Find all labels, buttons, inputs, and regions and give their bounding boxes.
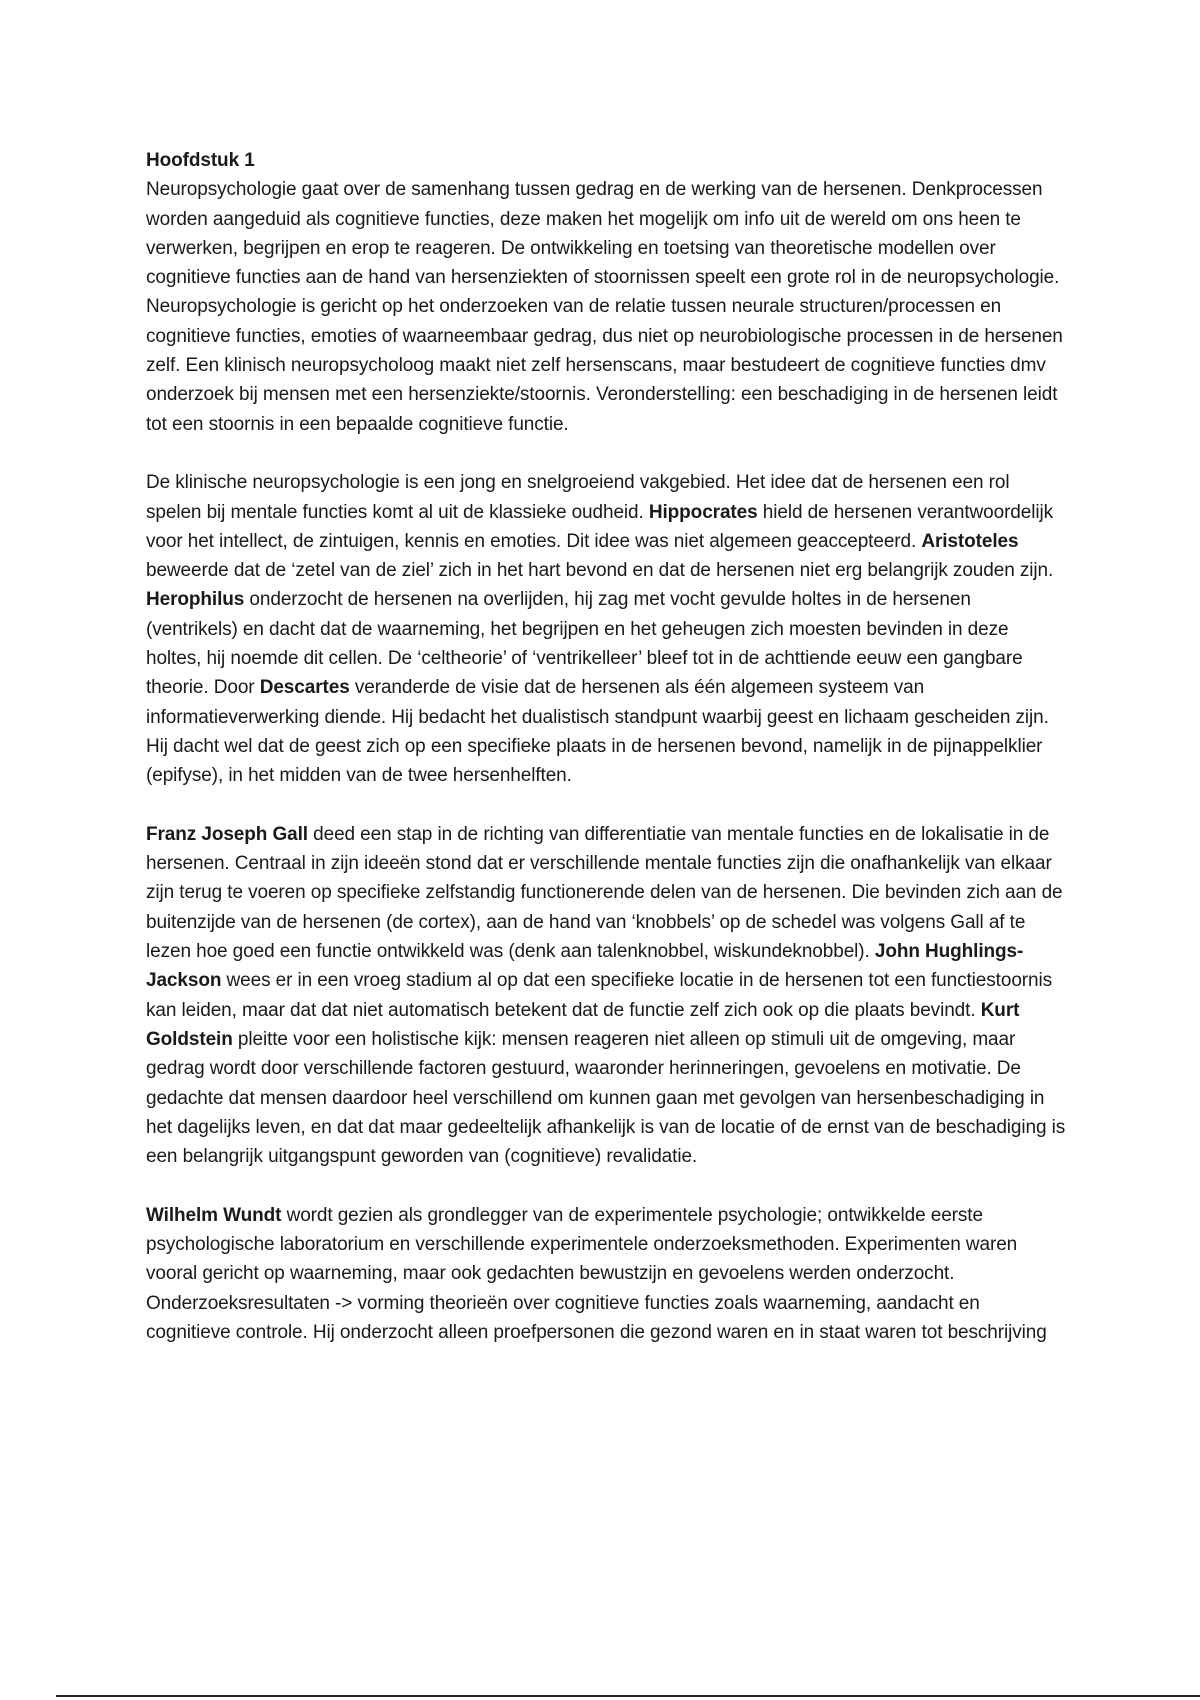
text-segment: veranderde de visie dat de hersenen als één algemeen systeem van informatieverwerking diende. Hij bedacht het dualistisch standpunt waarbij geest en lichaam gescheiden zijn. Hij dacht wel dat de geest zich op een specifieke plaats in de hersenen bevond, namelijk in de pijnappelklier (epifyse), in het midden van de twee hersenhelften. (146, 677, 1049, 787)
text-segment: onderzocht de hersenen na overlijden, hij zag met vocht gevulde holtes in de hersenen (ventrikels) en dacht dat de waarneming, het begrijpen en het geheugen zich moesten bevinden in deze holtes, hij noemde dit cellen. De ‘celtheorie’ of ‘ventrikelleer’ bleef tot in de achttiende eeuw een gangbare theorie. Door (146, 589, 1023, 699)
text-segment: wees er in een vroeg stadium al op dat een specifieke locatie in de hersenen tot een functiestoornis kan leiden, maar dat dat niet automatisch betekent dat de functie zelf zich ook op die plaats bevindt. (146, 970, 1053, 1021)
name-hughlings-jackson: John Hughlings-Jackson (146, 941, 1024, 992)
paragraph-wundt (146, 1201, 1066, 1347)
name-gall: Franz Joseph Gall (146, 823, 308, 845)
text-segment: Neuropsychologie gaat over de samenhang tussen gedrag en de werking van de hersenen. Denkprocessen worden aangeduid als cognitieve functies, deze maken het mogelijk om info uit de wereld om ons heen te verwerken, begrijpen en erop te reageren. De ontwikkeling en toetsing van theoretische modellen over cognitieve functies aan de hand van hersenziekten of stoornissen speelt een grote rol in de neuropsychologie. Neuropsychologie is gericht op het onderzoeken van de relatie tussen neurale structuren/processen en cognitieve functies, emoties of waarneembaar gedrag, dus niet op neurobiologische processen in de hersenen zelf. Een klinisch neuropsycholoog maakt niet zelf hersenscans, maar bestudeert de cognitieve functies dmv onderzoek bij mensen met een hersenziekte/stoornis. Veronderstelling: een beschadiging in de hersenen leidt tot een stoornis in een bepaalde cognitieve functie. (146, 179, 1063, 435)
text-segment: pleitte voor een holistische kijk: mensen reageren niet alleen op stimuli uit de omgeving, maar gedrag wordt door verschillende factoren gestuurd, waaronder herinneringen, gevoelens en motivatie. De gedachte dat mensen daardoor heel verschillend om kunnen gaan met gevolgen van hersenbeschadiging in het dagelijks leven, en dat dat maar gedeeltelijk afhankelijk is van de locatie of de ernst van de beschadiging is een belangrijk uitgangspunt geworden van (cognitieve) revalidatie. (146, 1028, 1066, 1168)
name-wundt: Wilhelm Wundt (146, 1204, 282, 1226)
footer-divider (56, 1695, 1200, 1697)
text-segment: deed een stap in de richting van differentiatie van mentale functies en de lokalisatie in de hersenen. Centraal in zijn ideeën stond dat er verschillende mentale functies zijn die onafhankelijk van elkaar zijn terug te voeren op specifieke zelfstandig functionerende delen van de hersenen. Die bevinden zich aan de buitenzijde van de hersenen (de cortex), aan de hand van ‘knobbels’ op de schedel was volgens Gall af te lezen hoe goed een functie ontwikkeld was (denk aan talenknobbel, wiskundeknobbel). (146, 823, 1063, 963)
name-herophilus: Herophilus (146, 589, 245, 611)
name-goldstein: Kurt Goldstein (146, 999, 1020, 1050)
paragraph-localization (146, 820, 1066, 1172)
paragraph-history (146, 468, 1066, 790)
name-aristoteles: Aristoteles (921, 530, 1019, 552)
paragraph-intro (146, 175, 1066, 439)
text-segment: hield de hersenen verantwoordelijk voor het intellect, de zintuigen, kennis en emoties. Dit idee was niet algemeen geaccepteerd. (146, 501, 1054, 552)
name-hippocrates: Hippocrates (648, 501, 758, 523)
text-segment: De klinische neuropsychologie is een jong en snelgroeiend vakgebied. Het idee dat de hersenen een rol spelen bij mentale functies komt al uit de klassieke oudheid. (146, 472, 1010, 523)
name-descartes: Descartes (259, 677, 350, 699)
document-page (146, 146, 1066, 1347)
chapter-heading: Hoofdstuk 1 (146, 150, 255, 171)
text-segment: beweerde dat de ‘zetel van de ziel’ zich in het hart bevond en dat de hersenen niet erg belangrijk zouden zijn. (146, 560, 1054, 582)
text-segment: wordt gezien als grondlegger van de experimentele psychologie; ontwikkelde eerste psychologische laboratorium en verschillende experimentele onderzoeksmethoden. Experimenten waren vooral gericht op waarneming, maar ook gedachten bewustzijn en gevoelens werden onderzocht. Onderzoeksresultaten -> vorming theorieën over cognitieve functies zoals waarneming, aandacht en cognitieve controle. Hij onderzocht alleen proefpersonen die gezond waren en in staat waren tot beschrijving (146, 1204, 1047, 1343)
